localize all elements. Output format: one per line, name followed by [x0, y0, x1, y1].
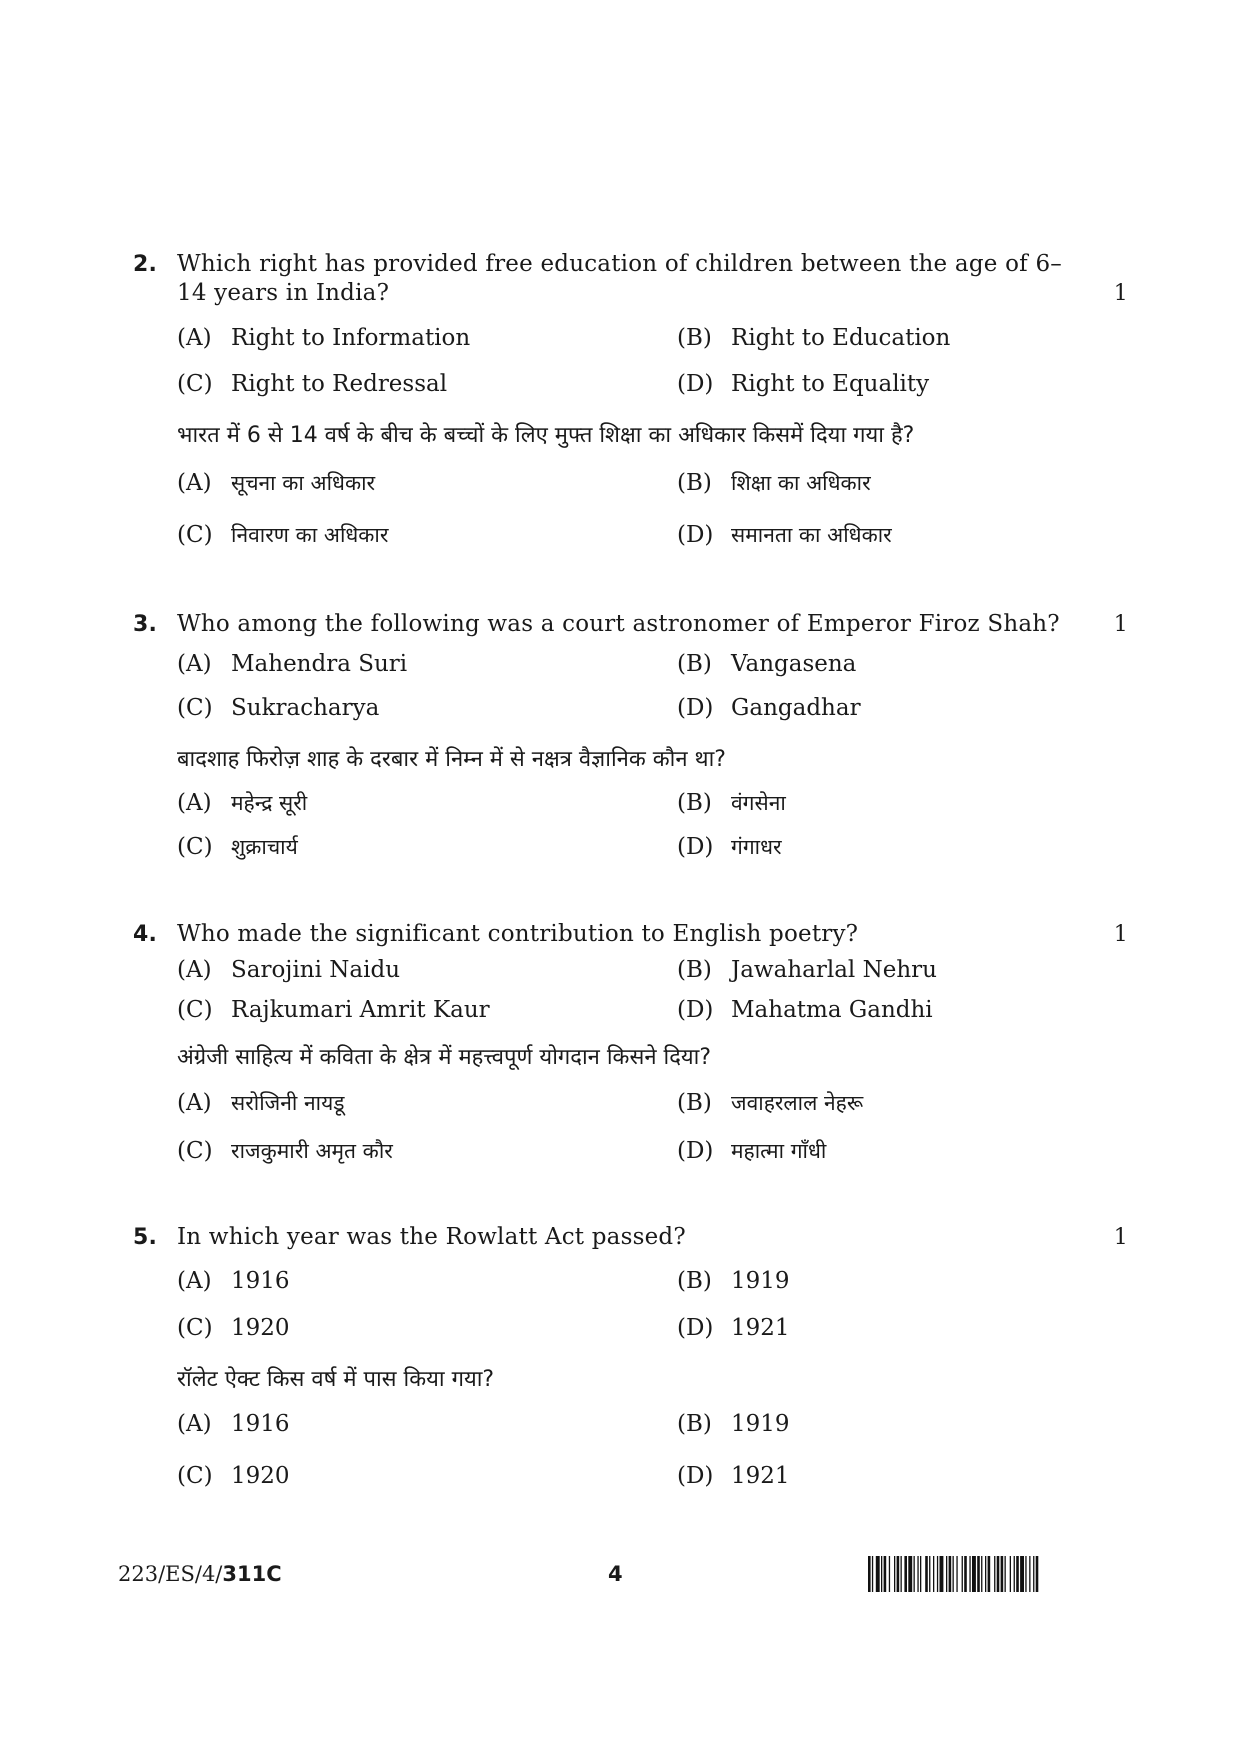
options-row-hindi: [177, 1137, 1128, 1183]
option-label: (B): [677, 957, 712, 983]
option-text: 1920: [231, 1463, 290, 1489]
option-text: Mahatma Gandhi: [731, 997, 933, 1023]
option-c-hindi: [177, 521, 388, 549]
options-row-hindi: [177, 833, 1128, 879]
paper-code: [118, 1562, 282, 1586]
option-a-hindi: [177, 1411, 290, 1437]
option-label: (A): [177, 790, 212, 816]
options-row-hindi: [177, 1411, 1128, 1463]
option-label: (B): [677, 651, 712, 677]
options-row-hindi: [177, 521, 1128, 567]
options-row-hindi: [177, 1463, 1128, 1509]
option-label: (A): [177, 1411, 212, 1437]
question-marks: 1: [1113, 612, 1128, 637]
option-label: (C): [177, 997, 213, 1023]
option-text: सरोजिनी नायडू: [231, 1091, 345, 1115]
question-3: [133, 610, 1128, 879]
option-b-hindi: [677, 1411, 790, 1437]
option-label: (B): [677, 470, 712, 496]
option-text: वंगसेना: [731, 791, 786, 815]
option-text: Sarojini Naidu: [231, 957, 401, 983]
options-row: [177, 957, 1128, 997]
option-text: 1919: [731, 1268, 790, 1294]
option-b: [677, 651, 856, 677]
option-c: [177, 997, 490, 1023]
question-text-hindi: रॉलेट ऐक्ट किस वर्ष में पास किया गया?: [177, 1367, 495, 1392]
option-label: (A): [177, 651, 212, 677]
option-label: (A): [177, 1268, 212, 1294]
question-text: In which year was the Rowlatt Act passed?: [177, 1224, 686, 1250]
options-row: [177, 997, 1128, 1043]
option-label: (D): [677, 1463, 714, 1489]
option-text: सूचना का अधिकार: [231, 471, 376, 495]
question-4: [133, 920, 1128, 1183]
option-b: [677, 957, 937, 983]
options-row: [177, 1268, 1128, 1315]
option-d-hindi: [677, 833, 782, 861]
question-text-hindi: बादशाह फिरोज़ शाह के दरबार में निम्न में से नक्षत्र वैज्ञानिक कौन था?: [177, 747, 726, 772]
option-text: 1921: [731, 1463, 790, 1489]
option-c: [177, 1315, 290, 1341]
question-2: [133, 250, 1128, 567]
option-label: (A): [177, 325, 212, 351]
question-text: Who made the significant contribution to English poetry?: [177, 921, 859, 947]
option-text: महेन्द्र सूरी: [231, 791, 308, 815]
options-row-hindi: [177, 469, 1128, 521]
option-text: निवारण का अधिकार: [231, 523, 389, 547]
option-text: शिक्षा का अधिकार: [731, 471, 871, 495]
option-label: (D): [677, 834, 714, 860]
option-label: (C): [177, 1138, 213, 1164]
question-marks: 1: [1113, 922, 1128, 947]
option-label: (C): [177, 371, 213, 397]
option-text: महात्मा गाँधी: [731, 1139, 827, 1163]
options-row: [177, 651, 1128, 695]
option-text: Rajkumari Amrit Kaur: [231, 997, 490, 1023]
option-b: [677, 325, 950, 351]
option-text: Right to Redressal: [231, 371, 448, 397]
options-row-hindi: [177, 789, 1128, 833]
option-a-hindi: [177, 469, 375, 497]
question-marks: 1: [1113, 1225, 1128, 1250]
option-text: Jawaharlal Nehru: [731, 957, 937, 983]
option-text: 1921: [731, 1315, 790, 1341]
option-text: समानता का अधिकार: [731, 523, 892, 547]
option-label: (A): [177, 1090, 212, 1116]
question-marks: 1: [1113, 281, 1128, 306]
options-row: [177, 325, 1128, 371]
option-d: [677, 695, 861, 721]
question-number: 5.: [133, 1225, 158, 1250]
option-c-hindi: [177, 1137, 393, 1165]
question-number: 4.: [133, 922, 158, 947]
option-d: [677, 1315, 790, 1341]
option-label: (B): [677, 1090, 712, 1116]
option-text: गंगाधर: [731, 835, 782, 859]
options-row: [177, 695, 1128, 741]
options-row-hindi: [177, 1089, 1128, 1137]
option-label: (C): [177, 834, 213, 860]
option-text: 1919: [731, 1411, 790, 1437]
question-number: 3.: [133, 612, 158, 637]
option-b: [677, 1268, 790, 1294]
option-label: (B): [677, 1268, 712, 1294]
question-5: [133, 1223, 1128, 1509]
option-d: [677, 997, 933, 1023]
question-text-hindi: भारत में 6 से 14 वर्ष के बीच के बच्चों के लिए मुफ्त शिक्षा का अधिकार किसमें दिया गया है?: [177, 423, 915, 448]
option-a: [177, 325, 470, 351]
option-text: जवाहरलाल नेहरू: [731, 1091, 864, 1115]
option-text: राजकुमारी अमृत कौर: [231, 1139, 393, 1163]
option-label: (D): [677, 1315, 714, 1341]
option-b-hindi: [677, 469, 871, 497]
option-text: शुक्राचार्य: [231, 835, 298, 859]
option-a: [177, 651, 407, 677]
question-number: 2.: [133, 252, 158, 277]
options-row: [177, 371, 1128, 417]
option-a-hindi: [177, 1089, 345, 1117]
option-text: 1916: [231, 1268, 290, 1294]
page-number: 4: [608, 1562, 623, 1586]
option-b-hindi: [677, 789, 786, 817]
option-label: (A): [177, 957, 212, 983]
option-a: [177, 1268, 290, 1294]
option-a: [177, 957, 400, 983]
option-label: (C): [177, 1315, 213, 1341]
option-label: (A): [177, 470, 212, 496]
option-label: (B): [677, 325, 712, 351]
option-b-hindi: [677, 1089, 863, 1117]
option-a-hindi: [177, 789, 307, 817]
option-text: 1920: [231, 1315, 290, 1341]
option-text: Right to Education: [731, 325, 951, 351]
option-text: Mahendra Suri: [231, 651, 408, 677]
option-label: (C): [177, 522, 213, 548]
page-footer: [118, 1556, 1128, 1596]
options-row: [177, 1315, 1128, 1361]
barcode-icon: [868, 1556, 1128, 1592]
option-label: (D): [677, 997, 714, 1023]
option-c-hindi: [177, 833, 298, 861]
option-text: Right to Information: [231, 325, 471, 351]
option-label: (D): [677, 522, 714, 548]
paper-code-prefix: 223/ES/4/: [118, 1562, 223, 1586]
option-text: Sukracharya: [231, 695, 380, 721]
question-text: Who among the following was a court astronomer of Emperor Firoz Shah?: [177, 611, 1060, 637]
question-text: Which right has provided free education of children between the age of 6–14 years in India?: [177, 251, 1062, 306]
option-d-hindi: [677, 1137, 826, 1165]
option-c-hindi: [177, 1463, 290, 1489]
option-label: (C): [177, 1463, 213, 1489]
option-label: (C): [177, 695, 213, 721]
option-text: Vangasena: [731, 651, 857, 677]
option-d: [677, 371, 929, 397]
question-text-hindi: अंग्रेजी साहित्य में कविता के क्षेत्र में महत्त्वपूर्ण योगदान किसने दिया?: [177, 1045, 712, 1070]
option-label: (B): [677, 790, 712, 816]
option-d-hindi: [677, 1463, 790, 1489]
option-label: (D): [677, 1138, 714, 1164]
option-text: Right to Equality: [731, 371, 930, 397]
option-c: [177, 695, 379, 721]
option-c: [177, 371, 447, 397]
option-label: (D): [677, 695, 714, 721]
option-label: (D): [677, 371, 714, 397]
option-d-hindi: [677, 521, 892, 549]
option-text: Gangadhar: [731, 695, 861, 721]
option-label: (B): [677, 1411, 712, 1437]
option-text: 1916: [231, 1411, 290, 1437]
paper-code-bold: 311C: [222, 1562, 282, 1586]
